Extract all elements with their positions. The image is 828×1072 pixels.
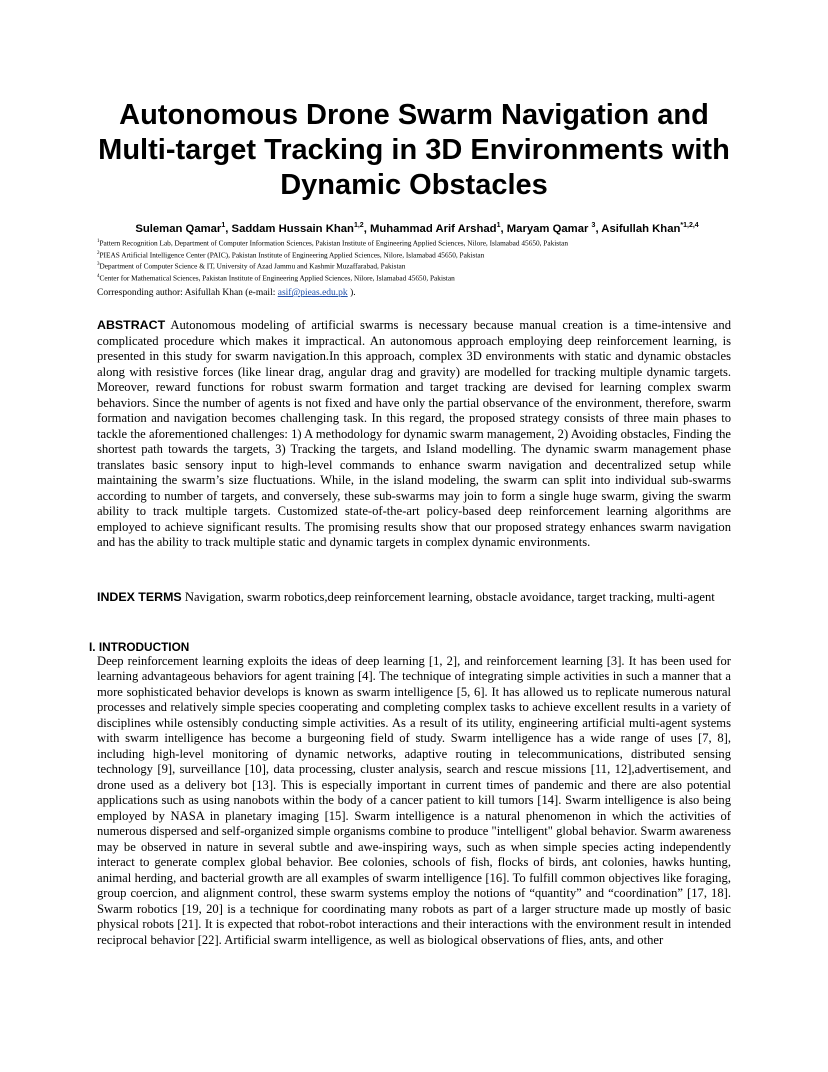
author: Suleman Qamar$^1$,	[135, 222, 232, 235]
abstract-label: ABSTRACT	[97, 318, 166, 332]
corresponding-author: Corresponding author: Asifullah Khan (e-mail: asif@pieas.edu.pk ).	[97, 288, 356, 298]
email-link[interactable]: asif@pieas.edu.pk	[277, 288, 348, 298]
author: Muhammad Arif Arshad$^1$,	[369, 222, 507, 235]
author-list	[97, 222, 737, 235]
abstract	[97, 318, 731, 551]
section-heading: I. INTRODUCTION	[89, 640, 190, 654]
index-terms	[97, 590, 731, 606]
paper-title: Autonomous Drone Swarm Navigation and Multi-target Tracking in 3D Environments with Dynamic Obstacles	[98, 99, 730, 201]
index-terms-label: INDEX TERMS	[97, 590, 182, 604]
index-terms-text: Navigation, swarm robotics,deep reinforcement learning, obstacle avoidance, target tracking, multi-agent	[184, 590, 715, 604]
affiliation: $^1$Pattern Recognition Lab, Department of Computer Information Sciences, Pakistan Institute of Engineering Applied Sciences, Nilore, Islamabad 45650, Pakistan	[97, 238, 569, 248]
introduction-body: Deep reinforcement learning exploits the ideas of deep learning [1, 2], and reinforcement learning [3]. It has been used for learning advantageous behaviors for agent training [4]. The technique of integrating simple activities in such a manner that a more sophisticated behavior develops is known as swarm intelligence [5, 6]. It has allowed us to replicate numerous natural processes and relatively simple species cooperating and completing complex tasks to achieve excellent results in a variety of disciplines while ostensibly conducting simple activities. As a result of its utility, engineering artificial multi-agent systems with swarm intelligence has become a burgeoning field of study. Swarm intelligence has a wide range of uses [7, 8], including high-level monitoring of dynamic networks, adaptive routing in telecommunications, distributed sensing technology [9], surveillance [10], data processing, cluster analysis, search and rescue missions [11, 12],advertisement, and drone used as a delivery bot [13]. This is especially important in current times of pandemic and there are also potential applications such as using nanobots within the body of a cancer patient to kill tumors [14]. Swarm intelligence is also being employed by NASA in planetary imaging [15]. Swarm intelligence is a natural phenomenon in which the activities of numerous dispersed and self-organized simple organisms combine to produce "intelligent" global behavior. Swarm awareness may be observed in nature in several subtle and awe-inspiring ways, such as when simple species acting independently interact to generate complex global behavior. Bee colonies, schools of fish, flocks of birds, ant colonies, hawks hunting, animal herding, and bacterial growth are all examples of swarm intelligence [16]. To fulfill common objectives like foraging, group coercion, and alignment control, these swarm systems employ the notions of “quantity” and “coordination” [17, 18]. Swarm robotics [19, 20] is a technique for coordinating many robots as part of a larger structure made up mostly of basic physical robots [21]. It is expected that robot-robot interactions and their interactions with the environment result in intended reciprocal behavior [22]. Artificial swarm intelligence, as well as biological observations of flies, ants, and other	[97, 654, 731, 947]
author: Maryam Qamar $^3$,	[506, 222, 602, 235]
affiliation: $^4$Center for Mathematical Sciences, Pakistan Institute of Engineering Applied Sciences, Nilore, Islamabad 45650, Pakistan	[97, 273, 455, 283]
author: Saddam Hussain Khan$^{1,2}$,	[231, 222, 370, 235]
author: Asifullah Khan$^{*1,2,4}$	[601, 222, 699, 235]
abstract-text: Autonomous modeling of artificial swarms is necessary because manual creation is a time-intensive and complicated procedure which makes it impractical. An autonomous approach employing deep reinforcement learning, is presented in this study for swarm navigation.In this approach, complex 3D environments with static and dynamic obstacles along with resistive forces (like linear drag, angular drag and gravity) are modelled for tracking multiple dynamic targets. Moreover, reward functions for robust swarm formation and target tracking are devised for learning complex swarm behaviors. Since the number of agents is not fixed and have only the partial observance of the environment, therefore, swarm formation and navigation becomes challenging task. In this regard, the proposed strategy consists of three main phases to tackle the aforementioned challenges: 1) A methodology for dynamic swarm management, 2) Avoiding obstacles, Finding the shortest path towards the targets, 3) Tracking the targets, and Island modelling. The dynamic swarm management phase translates basic sensory input to high-level commands to enhance swarm navigation and decentralized setup while maintaining the swarm’s size fluctuations. While, in the island modeling, the swarm can split into individual sub-swarms according to number of targets, and conversely, these sub-swarms may join to form a single huge swarm, giving the swarm ability to track multiple targets. Customized state-of-the-art policy-based deep reinforcement learning algorithms are employed to achieve significant results. The promising results show that our proposed strategy enhances swarm navigation and has the ability to track multiple static and dynamic targets in complex dynamic environments.	[97, 318, 731, 549]
affiliation: $^2$PIEAS Artificial Intelligence Center (PAIC), Pakistan Institute of Engineering Applied Sciences, Nilore, Islamabad 45650, Pakistan	[97, 250, 485, 260]
affiliation: $^3$Department of Computer Science & IT, University of Azad Jammu and Kashmir Muzaffarabad, Pakistan	[97, 261, 406, 271]
affiliation-list	[97, 237, 737, 284]
